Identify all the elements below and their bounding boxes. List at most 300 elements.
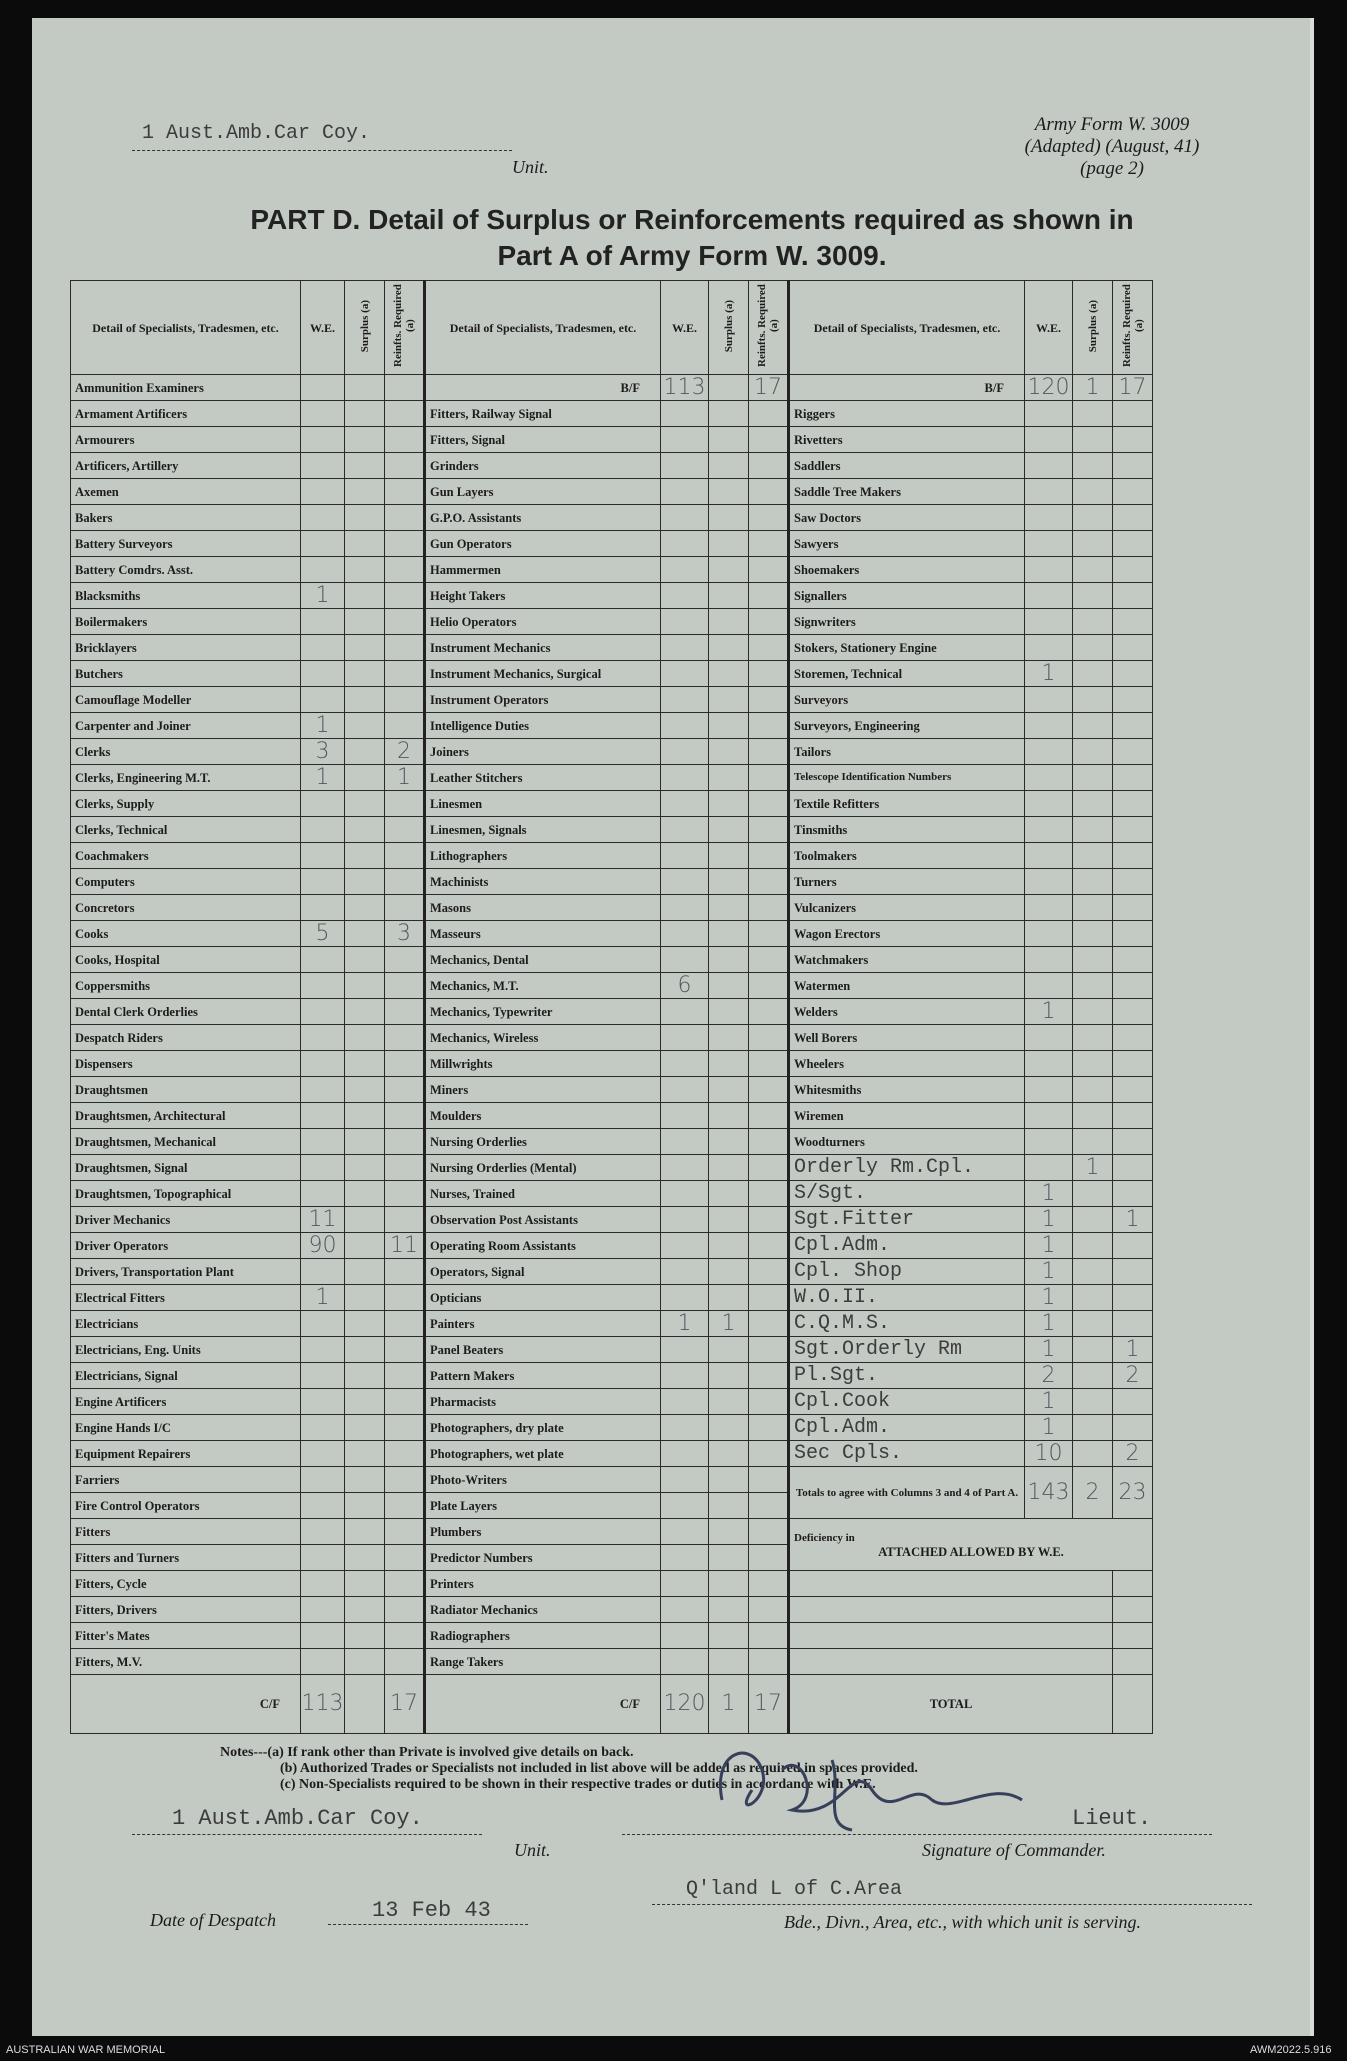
area-underline <box>652 1904 1252 1905</box>
non-specialist-name: Cpl.Adm. <box>789 1415 1025 1441</box>
table-row <box>71 1259 1153 1285</box>
trade-name: Linesmen, Signals <box>425 817 661 843</box>
table-row <box>71 843 1153 869</box>
trade-name: Whitesmiths <box>789 1077 1025 1103</box>
table-row <box>71 1441 1153 1467</box>
trade-name: Electrical Fitters <box>71 1285 301 1311</box>
we-value <box>661 1363 709 1389</box>
surplus-value <box>1073 661 1113 687</box>
trade-name: Bricklayers <box>71 635 301 661</box>
we-value <box>1025 635 1073 661</box>
we-value <box>301 947 345 973</box>
surplus-value <box>345 999 385 1025</box>
reinfts-value <box>385 791 425 817</box>
reinfts-value <box>1113 765 1153 791</box>
surplus-value <box>345 1311 385 1337</box>
surplus-value <box>709 1389 749 1415</box>
trade-name: B/F <box>789 375 1025 401</box>
header-surplus <box>345 281 385 375</box>
table-row <box>71 1597 1153 1623</box>
trade-name: Clerks, Technical <box>71 817 301 843</box>
trade-name: Equipment Repairers <box>71 1441 301 1467</box>
reinfts-value <box>749 505 789 531</box>
header-detail: Detail of Specialists, Tradesmen, etc. <box>789 281 1025 375</box>
we-value <box>301 1051 345 1077</box>
reinfts-value <box>385 947 425 973</box>
attached-row <box>789 1571 1113 1597</box>
we-value: 1 <box>301 1285 345 1311</box>
reinfts-value <box>385 1285 425 1311</box>
reinfts-value <box>749 557 789 583</box>
reinfts-value <box>1113 1077 1153 1103</box>
we-value <box>1025 505 1073 531</box>
surplus-value <box>345 791 385 817</box>
we-value: 1 <box>1025 1337 1073 1363</box>
surplus-value <box>709 947 749 973</box>
surplus-value <box>345 869 385 895</box>
surplus-value <box>1073 1103 1113 1129</box>
surplus-value <box>709 375 749 401</box>
we-value <box>301 1311 345 1337</box>
reinfts-value: 1 <box>385 765 425 791</box>
trade-name: Vulcanizers <box>789 895 1025 921</box>
trade-name: Plumbers <box>425 1519 661 1545</box>
surplus-value <box>345 895 385 921</box>
we-value <box>661 1207 709 1233</box>
non-specialist-name: S/Sgt. <box>789 1181 1025 1207</box>
reinfts-value <box>1113 895 1153 921</box>
surplus-value <box>709 1103 749 1129</box>
we-value <box>661 531 709 557</box>
surplus-value <box>709 1519 749 1545</box>
trade-name: Lithographers <box>425 843 661 869</box>
table-row <box>71 1233 1153 1259</box>
reinfts-value <box>385 661 425 687</box>
unit-label: Unit. <box>512 157 549 177</box>
trade-name: Fitters <box>71 1519 301 1545</box>
area-label: Bde., Divn., Area, etc., with which unit is serving. <box>784 1912 1141 1932</box>
surplus-value <box>709 1363 749 1389</box>
page-title <box>92 202 1292 274</box>
we-value <box>301 973 345 999</box>
surplus-value <box>345 661 385 687</box>
we-value <box>301 1649 345 1675</box>
title-line1: PART D. Detail of Surplus or Reinforcements required as shown in <box>250 204 1134 235</box>
non-specialist-name: Sgt.Orderly Rm <box>789 1337 1025 1363</box>
table-row <box>71 1077 1153 1103</box>
we-value <box>1025 765 1073 791</box>
footer-unit-label: Unit. <box>514 1840 551 1860</box>
surplus-value <box>709 1441 749 1467</box>
we-value <box>301 1389 345 1415</box>
table-row <box>71 869 1153 895</box>
non-specialist-name: Pl.Sgt. <box>789 1363 1025 1389</box>
reinfts-value <box>385 1363 425 1389</box>
table-row <box>71 375 1153 401</box>
non-specialist-name: C.Q.M.S. <box>789 1311 1025 1337</box>
we-value <box>301 1467 345 1493</box>
table-row <box>71 609 1153 635</box>
reinfts-value <box>385 1623 425 1649</box>
surplus-value <box>709 401 749 427</box>
reinfts-value <box>749 401 789 427</box>
reinfts-value <box>1113 661 1153 687</box>
surplus-value <box>345 1519 385 1545</box>
surplus-value <box>1073 999 1113 1025</box>
surplus-value <box>1073 1051 1113 1077</box>
table-row <box>71 1181 1153 1207</box>
surplus-value <box>345 1545 385 1571</box>
reinfts-value <box>749 635 789 661</box>
surplus-value <box>345 1051 385 1077</box>
we-value <box>1025 1051 1073 1077</box>
trade-name: Opticians <box>425 1285 661 1311</box>
trade-name: Riggers <box>789 401 1025 427</box>
we-value <box>1025 1155 1073 1181</box>
trade-name: Gun Operators <box>425 531 661 557</box>
we-value <box>301 1545 345 1571</box>
footer-unit-underline <box>132 1834 482 1835</box>
trade-name: Nurses, Trained <box>425 1181 661 1207</box>
surplus-value <box>345 1103 385 1129</box>
surplus-value <box>345 713 385 739</box>
reinfts-value <box>1113 1389 1153 1415</box>
we-value <box>661 557 709 583</box>
table-row <box>71 427 1153 453</box>
surplus-value <box>345 427 385 453</box>
surplus-value <box>345 1363 385 1389</box>
header-reinfts <box>1113 281 1153 375</box>
reinfts-value <box>749 1597 789 1623</box>
surplus-value <box>345 1207 385 1233</box>
trade-name: Axemen <box>71 479 301 505</box>
surplus-value <box>345 765 385 791</box>
signature-underline <box>622 1834 1212 1835</box>
surplus-value <box>345 479 385 505</box>
surplus-value <box>345 1571 385 1597</box>
we-value: 1 <box>1025 1415 1073 1441</box>
table-row <box>71 557 1153 583</box>
carried-forward-row <box>71 1675 1153 1734</box>
surplus-value <box>345 1441 385 1467</box>
we-value <box>661 505 709 531</box>
totals-we: 143 <box>1025 1467 1073 1519</box>
we-value <box>1025 401 1073 427</box>
surplus-value <box>709 713 749 739</box>
surplus-value <box>1073 531 1113 557</box>
surplus-value <box>709 1181 749 1207</box>
trade-name: Signallers <box>789 583 1025 609</box>
reinfts-value <box>1113 921 1153 947</box>
surplus-value <box>345 973 385 999</box>
surplus-value <box>709 1129 749 1155</box>
surplus-value <box>709 635 749 661</box>
we-value <box>301 1155 345 1181</box>
surplus-value <box>709 1337 749 1363</box>
header-reinfts-text: Reinfts. Required (a) <box>756 284 780 368</box>
trade-name: Concretors <box>71 895 301 921</box>
surplus-value: 1 <box>1073 1155 1113 1181</box>
trade-name: Watermen <box>789 973 1025 999</box>
surplus-value <box>345 1389 385 1415</box>
reinfts-value <box>1113 557 1153 583</box>
reinfts-value <box>385 687 425 713</box>
we-value <box>301 375 345 401</box>
surplus-value <box>1073 817 1113 843</box>
we-value <box>661 713 709 739</box>
surplus-value <box>1073 1363 1113 1389</box>
reinfts-value <box>385 1051 425 1077</box>
trade-name: Coppersmiths <box>71 973 301 999</box>
reinfts-value <box>1113 453 1153 479</box>
attached-row <box>789 1649 1113 1675</box>
form-ref-line3: (page 2) <box>1080 158 1144 179</box>
we-value <box>301 1493 345 1519</box>
trade-name: Surveyors <box>789 687 1025 713</box>
trade-name: Farriers <box>71 1467 301 1493</box>
trade-name: Instrument Mechanics <box>425 635 661 661</box>
non-specialist-name: Cpl. Shop <box>789 1259 1025 1285</box>
cf-reinfts: 17 <box>385 1675 425 1734</box>
table-header-row <box>71 281 1153 375</box>
table-row <box>71 661 1153 687</box>
trade-name: Grinders <box>425 453 661 479</box>
trade-name: Photographers, dry plate <box>425 1415 661 1441</box>
reinfts-value <box>385 1077 425 1103</box>
surplus-value <box>1073 1025 1113 1051</box>
reinfts-value <box>749 687 789 713</box>
trade-name: Ammunition Examiners <box>71 375 301 401</box>
header-surplus-text: Surplus (a) <box>358 299 371 353</box>
we-value <box>301 999 345 1025</box>
trade-name: Fitters, Signal <box>425 427 661 453</box>
trade-name: Photographers, wet plate <box>425 1441 661 1467</box>
trade-name: Intelligence Duties <box>425 713 661 739</box>
we-value <box>1025 687 1073 713</box>
reinfts-value <box>385 557 425 583</box>
cf-we: 113 <box>301 1675 345 1734</box>
table-row <box>71 1389 1153 1415</box>
note-c: (c) Non-Specialists required to be shown in their respective trades or duties in accordance with W.E. <box>280 1777 876 1792</box>
reinfts-value: 1 <box>1113 1337 1153 1363</box>
surplus-value <box>709 1467 749 1493</box>
we-value <box>1025 1129 1073 1155</box>
reinfts-value <box>1113 1415 1153 1441</box>
surplus-value <box>345 1285 385 1311</box>
surplus-value <box>1073 1285 1113 1311</box>
trade-name: Tailors <box>789 739 1025 765</box>
surplus-value <box>345 557 385 583</box>
we-value: 1 <box>1025 1207 1073 1233</box>
reinfts-value <box>749 531 789 557</box>
reinfts-value <box>385 869 425 895</box>
we-value <box>301 1129 345 1155</box>
trade-name: Electricians <box>71 1311 301 1337</box>
trade-name: Mechanics, M.T. <box>425 973 661 999</box>
reinfts-value <box>385 1103 425 1129</box>
header-reinfts-text: Reinfts. Required (a) <box>392 284 416 368</box>
trade-name: Hammermen <box>425 557 661 583</box>
surplus-value <box>1073 1337 1113 1363</box>
we-value <box>301 479 345 505</box>
table-row <box>71 1519 1153 1545</box>
trade-name: Painters <box>425 1311 661 1337</box>
trade-name: Draughtsmen, Signal <box>71 1155 301 1181</box>
we-value <box>1025 713 1073 739</box>
surplus-value <box>709 739 749 765</box>
trade-name: Operators, Signal <box>425 1259 661 1285</box>
note-a: (a) If rank other than Private is involved give details on back. <box>267 1745 634 1760</box>
trade-name: Saddlers <box>789 453 1025 479</box>
reinfts-value <box>385 1597 425 1623</box>
surplus-value <box>709 765 749 791</box>
surplus-value <box>345 1337 385 1363</box>
surplus-value <box>1073 791 1113 817</box>
trade-name: Watchmakers <box>789 947 1025 973</box>
reinfts-value <box>749 869 789 895</box>
surplus-value <box>709 869 749 895</box>
non-specialist-name: Orderly Rm.Cpl. <box>789 1155 1025 1181</box>
header-detail: Detail of Specialists, Tradesmen, etc. <box>425 281 661 375</box>
surplus-value <box>709 661 749 687</box>
we-value <box>661 1597 709 1623</box>
we-value: 1 <box>1025 1259 1073 1285</box>
we-value <box>301 505 345 531</box>
surplus-value <box>709 1545 749 1571</box>
we-value <box>661 1493 709 1519</box>
surplus-value <box>709 583 749 609</box>
surplus-value <box>1073 583 1113 609</box>
we-value <box>301 609 345 635</box>
surplus-value <box>709 1415 749 1441</box>
reinfts-value <box>1113 635 1153 661</box>
we-value <box>661 1051 709 1077</box>
surplus-value <box>709 1051 749 1077</box>
surplus-value <box>345 401 385 427</box>
table-row <box>71 1571 1153 1597</box>
table-row <box>71 817 1153 843</box>
we-value: 1 <box>301 765 345 791</box>
reinfts-value <box>385 1467 425 1493</box>
surplus-value <box>345 817 385 843</box>
we-value <box>301 1103 345 1129</box>
trade-name: Driver Mechanics <box>71 1207 301 1233</box>
commander-signature <box>692 1730 1112 1840</box>
trade-name: Drivers, Transportation Plant <box>71 1259 301 1285</box>
trade-name: Printers <box>425 1571 661 1597</box>
reinfts-value: 17 <box>749 375 789 401</box>
we-value <box>1025 921 1073 947</box>
we-value: 1 <box>301 713 345 739</box>
trade-name: Rivetters <box>789 427 1025 453</box>
we-value <box>1025 453 1073 479</box>
we-value <box>661 583 709 609</box>
surplus-value <box>709 1025 749 1051</box>
surplus-value <box>1073 843 1113 869</box>
surplus-value <box>709 1597 749 1623</box>
header-surplus-text: Surplus (a) <box>1086 299 1099 353</box>
we-value <box>1025 791 1073 817</box>
reinfts-value <box>1113 1233 1153 1259</box>
reinfts-value <box>385 427 425 453</box>
table-row <box>71 505 1153 531</box>
reinfts-value: 2 <box>1113 1441 1153 1467</box>
table-row <box>71 1051 1153 1077</box>
surplus-value <box>709 1233 749 1259</box>
we-value <box>661 1337 709 1363</box>
trade-name: Dispensers <box>71 1051 301 1077</box>
table-row <box>71 1337 1153 1363</box>
total-label: TOTAL <box>789 1675 1113 1734</box>
surplus-value <box>1073 1129 1113 1155</box>
trade-name: Predictor Numbers <box>425 1545 661 1571</box>
table-row <box>71 1363 1153 1389</box>
we-value <box>1025 1025 1073 1051</box>
credit-right: AWM2022.5.916 <box>1250 2044 1332 2056</box>
surplus-value <box>1073 869 1113 895</box>
trade-name: Draughtsmen, Mechanical <box>71 1129 301 1155</box>
trade-name: Artificers, Artillery <box>71 453 301 479</box>
reinfts-value <box>749 1103 789 1129</box>
trade-name: Turners <box>789 869 1025 895</box>
we-value <box>661 921 709 947</box>
trade-name: Instrument Mechanics, Surgical <box>425 661 661 687</box>
trade-name: Engine Hands I/C <box>71 1415 301 1441</box>
we-value <box>1025 739 1073 765</box>
we-value <box>301 1441 345 1467</box>
reinfts-value <box>749 453 789 479</box>
reinfts-value <box>749 1025 789 1051</box>
reinfts-value <box>1113 739 1153 765</box>
we-value <box>661 791 709 817</box>
header-we: W.E. <box>661 281 709 375</box>
trade-name: Sawyers <box>789 531 1025 557</box>
sheet-edge <box>1310 18 1314 2036</box>
reinfts-value <box>385 1493 425 1519</box>
non-specialist-name: Cpl.Cook <box>789 1389 1025 1415</box>
surplus-value <box>345 505 385 531</box>
trade-name: Mechanics, Wireless <box>425 1025 661 1051</box>
surplus-value <box>1073 557 1113 583</box>
trade-name: Fitters, Railway Signal <box>425 401 661 427</box>
trade-name: Draughtsmen <box>71 1077 301 1103</box>
we-value <box>301 895 345 921</box>
reinfts-value <box>385 453 425 479</box>
reinfts-value <box>749 1623 789 1649</box>
we-value <box>661 1129 709 1155</box>
trade-name: G.P.O. Assistants <box>425 505 661 531</box>
surplus-value <box>1073 505 1113 531</box>
we-value: 113 <box>661 375 709 401</box>
reinfts-value <box>749 817 789 843</box>
we-value <box>301 791 345 817</box>
totals-surplus: 2 <box>1073 1467 1113 1519</box>
surplus-value <box>345 843 385 869</box>
area-typed: Q'land L of C.Area <box>686 1878 903 1901</box>
surplus-value <box>1073 1207 1113 1233</box>
signature-label: Signature of Commander. <box>922 1840 1106 1860</box>
trade-name: Surveyors, Engineering <box>789 713 1025 739</box>
we-value <box>661 1467 709 1493</box>
reinfts-value <box>1113 1259 1153 1285</box>
surplus-value <box>1073 609 1113 635</box>
reinfts-value <box>1113 531 1153 557</box>
trade-name: Butchers <box>71 661 301 687</box>
surplus-value <box>709 791 749 817</box>
surplus-value <box>1073 765 1113 791</box>
attached-row <box>789 1597 1113 1623</box>
surplus-value <box>345 1155 385 1181</box>
